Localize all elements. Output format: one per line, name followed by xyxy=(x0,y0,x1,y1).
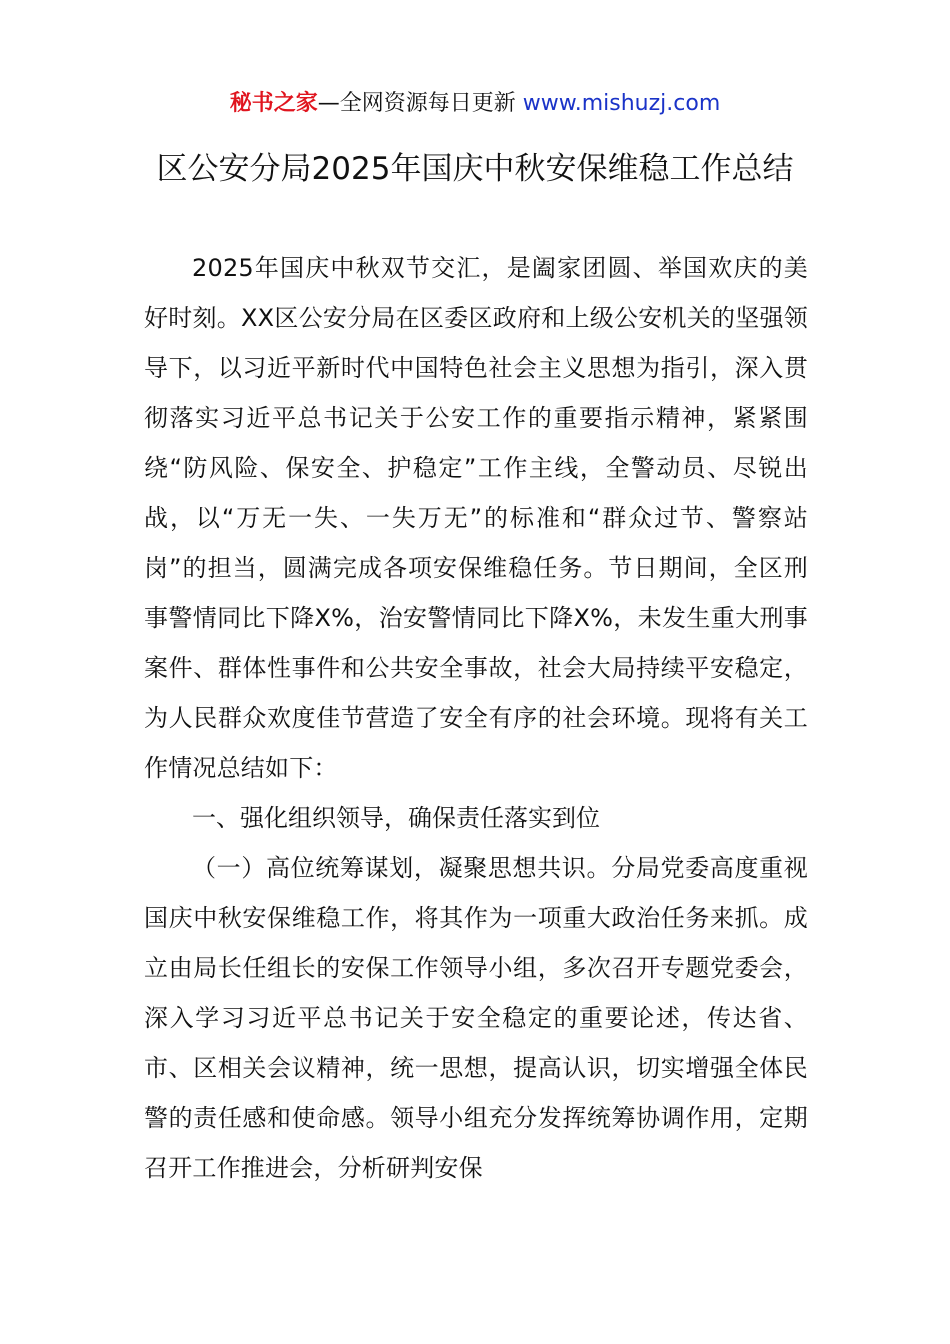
section-1-1-paragraph: （一）高位统筹谋划，凝聚思想共识。分局党委高度重视国庆中秋安保维稳工作，将其作为一项重大政治任务来抓。成立由局长任组长的安保工作领导小组，多次召开专题党委会，深入学习习近平总书记关于安全稳定的重要论述，传达省、市、区相关会议精神，统一思想，提高认识，切实增强全体民警的责任感和使命感。领导小组充分发挥统筹协调作用，定期召开工作推进会，分析研判安保 xyxy=(144,854,808,1182)
intro-paragraph: 2025年国庆中秋双节交汇，是阖家团圆、举国欢庆的美好时刻。XX区公安分局在区委区政府和上级公安机关的坚强领导下，以习近平新时代中国特色社会主义思想为指引，深入贯彻落实习近平总书记关于公安工作的重要指示精神，紧紧围绕“防风险、保安全、护稳定”工作主线，全警动员、尽锐出战，以“万无一失、一失万无”的标准和“群众过节、警察站岗”的担当，圆满完成各项安保维稳任务。节日期间，全区刑事警情同比下降X%，治安警情同比下降X%，未发生重大刑事案件、群体性事件和公共安全事故，社会大局持续平安稳定，为人民群众欢度佳节营造了安全有序的社会环境。现将有关工作情况总结如下： xyxy=(144,254,808,782)
document-body xyxy=(144,243,808,1193)
document-title: 区公安分局2025年国庆中秋安保维稳工作总结 xyxy=(156,151,794,187)
banner-tagline: —全网资源每日更新 xyxy=(317,91,516,116)
brand-name: 秘书之家 xyxy=(229,91,318,116)
site-url-link[interactable]: www.mishuzj.com xyxy=(522,91,721,116)
header-banner xyxy=(0,88,950,120)
section-heading-1: 一、强化组织领导，确保责任落实到位 xyxy=(192,804,600,832)
